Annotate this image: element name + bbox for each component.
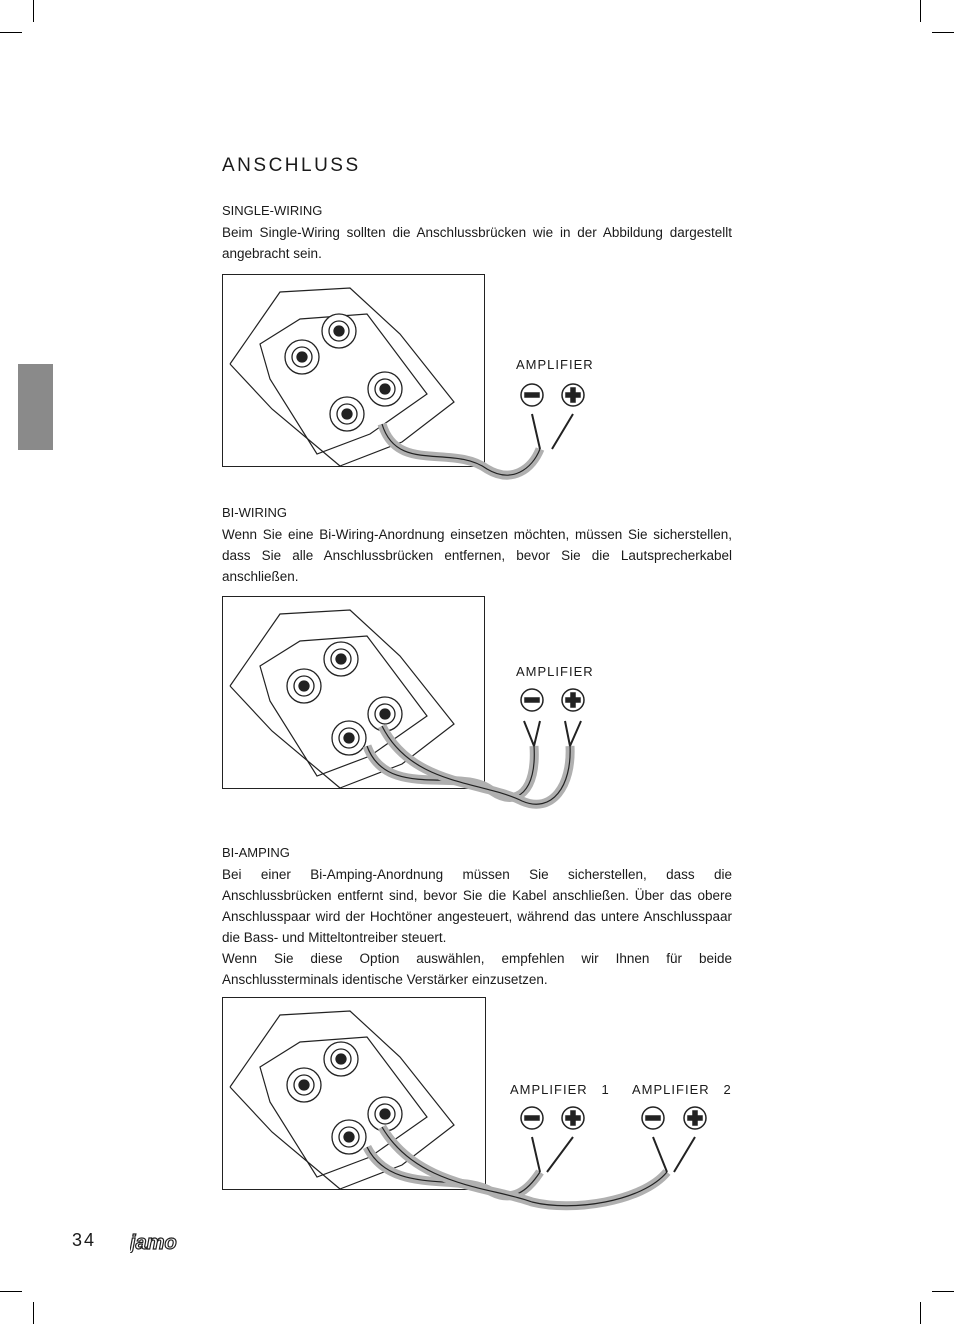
amplifier-2-label: AMPLIFIER 2 [632,1082,732,1097]
crop-mark [920,1302,921,1324]
amplifier-terminals [521,384,584,406]
crop-mark [33,0,34,22]
crop-mark [33,1302,34,1324]
crop-mark [0,1291,22,1292]
crop-mark [0,32,22,33]
page-title: ANSCHLUSS [222,155,361,176]
section-heading-single-wiring: SINGLE-WIRING [222,203,323,218]
section-text-bi-wiring: Wenn Sie eine Bi-Wiring-Anordnung einsetzen möchten, müssen Sie sicherstellen, dass Sie alle Anschlussbrücken entfernen, bevor Sie die Lautsprecherkabel anschließen. [222,527,732,584]
svg-text:jamo: jamo [130,1233,177,1253]
amplifier-1-label: AMPLIFIER 1 [510,1082,610,1097]
section-text-bi-amping-note: Wenn Sie diese Option auswählen, empfehlen wir Ihnen für beide Anschlussterminals identische Verstärker einzusetzen. [222,951,732,987]
page-number: 34 [72,1230,97,1250]
crop-mark [932,1291,954,1292]
section-text-bi-amping: Bei einer Bi-Amping-Anordnung müssen Sie sicherstellen, dass die Anschlussbrücken entfernt sind, bevor Sie die Kabel anschließen. Über das obere Anschlusspaar wird der Hochtöner angesteuert, während das untere Anschlusspaar die Bass- und Mitteltontreiber steuert. [222,867,732,945]
amplifier-label: AMPLIFIER [516,357,594,372]
section-heading-bi-wiring: BI-WIRING [222,505,287,520]
amplifier-label: AMPLIFIER [516,664,594,679]
crop-mark [932,32,954,33]
section-heading-bi-amping: BI-AMPING [222,845,290,860]
jamo-logo [130,1233,208,1253]
bi-wiring-figure [222,596,622,811]
single-wiring-figure [222,274,622,484]
bi-amping-figure [222,997,742,1212]
section-text-single-wiring: Beim Single-Wiring sollten die Anschlussbrücken wie in der Abbildung dargestellt angebracht sein. [222,225,732,261]
language-tab [18,364,53,450]
crop-mark [920,0,921,22]
